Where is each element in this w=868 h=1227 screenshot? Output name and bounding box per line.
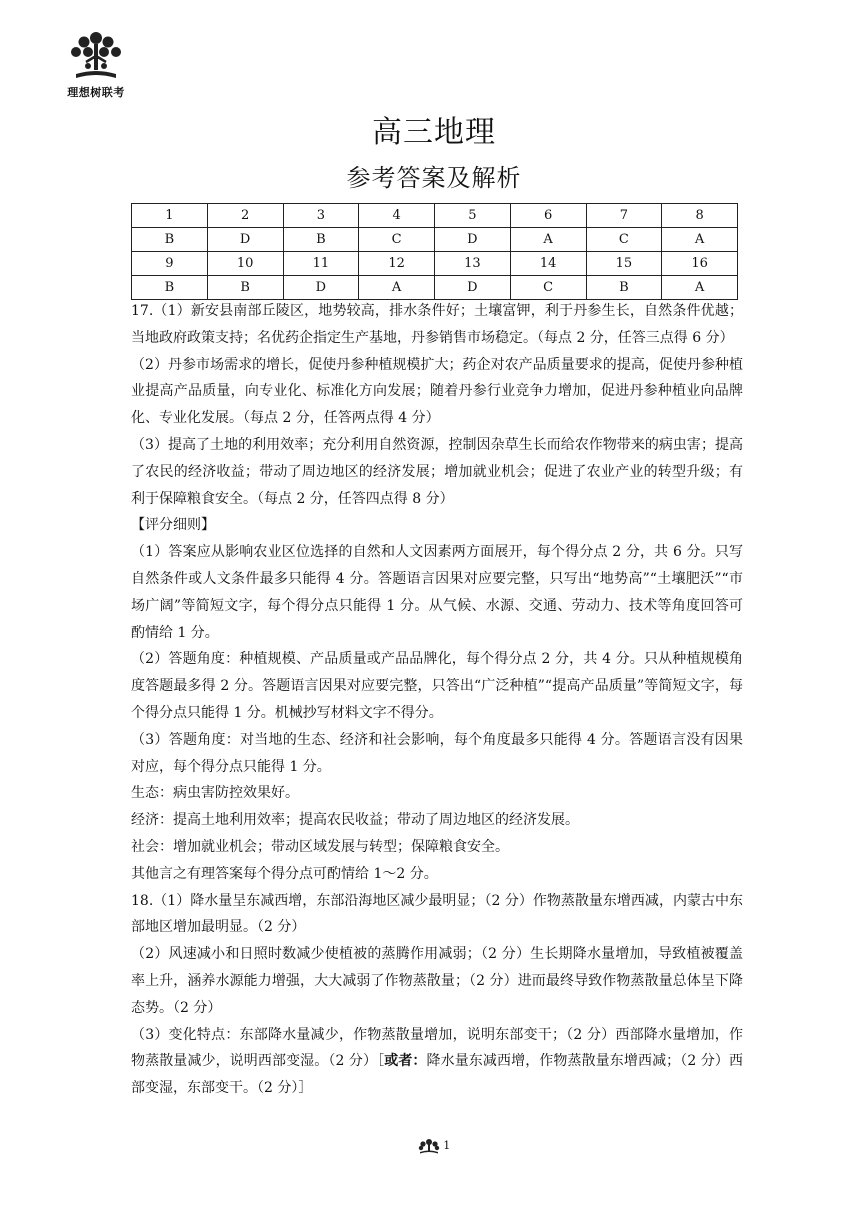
table-cell: A bbox=[510, 228, 586, 252]
q17-part2: （2）丹参市场需求的增长，促使丹参种植规模扩大；药企对农产品质量要求的提高，促使丹参种植业提高产品质量，向专业化、标准化方向发展；随着丹参行业竞争力增加，促进丹参种植业向品牌化、专业化发展。（每点 2 分，任答两点得 4 分） bbox=[131, 356, 743, 427]
table-cell: 7 bbox=[586, 204, 662, 228]
table-cell: B bbox=[207, 276, 283, 300]
table-cell: 11 bbox=[283, 252, 359, 276]
logo bbox=[56, 30, 136, 100]
table-cell: 13 bbox=[435, 252, 511, 276]
table-cell: C bbox=[510, 276, 586, 300]
table-cell: A bbox=[662, 276, 738, 300]
rubric-part3: （3）答题角度：对当地的生态、经济和社会影响，每个角度最多只能得 4 分。答题语言没有因果对应，每个得分点只能得 1 分。 bbox=[131, 731, 743, 775]
rubric-part1: （1）答案应从影响农业区位选择的自然和人文因素两方面展开，每个得分点 2 分，共 6 分。只写自然条件或人文条件最多只能得 4 分。答题语言因果对应要完整，只写出“地势高”“土壤肥沃”“市场广阔”等简短文字，每个得分点只能得 1 分。从气候、水源、交通、劳动力、技术等角度回答可酌情给 1 分。 bbox=[131, 544, 743, 641]
q18-part1: 18.（1）降水量呈东减西增，东部沿海地区减少最明显；（2 分）作物蒸散量东增西减，内蒙古中东部地区增加最明显。（2 分） bbox=[131, 892, 743, 936]
table-cell: D bbox=[435, 228, 511, 252]
q18-part2: （2）风速减小和日照时数减少使植被的蒸腾作用减弱；（2 分）生长期降水量增加，导致植被覆盖率上升，涵养水源能力增强，大大减弱了作物蒸散量；（2 分）进而最终导致作物蒸散量总体呈下降态势。（2 分） bbox=[131, 946, 743, 1016]
table-cell: D bbox=[435, 276, 511, 300]
table-cell: 3 bbox=[283, 204, 359, 228]
table-cell: 5 bbox=[435, 204, 511, 228]
rubric-part2: （2）答题角度：种植规模、产品质量或产品品牌化，每个得分点 2 分，共 4 分。只从种植规模角度答题最多得 2 分。答题语言因果对应要完整，只答出“广泛种植”“提高产品质量”等简短文字，每个得分点只能得 1 分。机械抄写材料文字不得分。 bbox=[131, 651, 743, 721]
table-cell: 1 bbox=[132, 204, 208, 228]
table-cell: 8 bbox=[662, 204, 738, 228]
table-row bbox=[132, 228, 738, 252]
table-cell: 6 bbox=[510, 204, 586, 228]
table-cell: 12 bbox=[359, 252, 435, 276]
q18-part3-alt-label: 或者： bbox=[384, 1053, 427, 1070]
table-cell: A bbox=[662, 228, 738, 252]
rubric-heading: 【评分细则】 bbox=[131, 517, 215, 534]
page-number: 1 bbox=[443, 1139, 451, 1152]
table-cell: B bbox=[132, 276, 208, 300]
table-cell: 2 bbox=[207, 204, 283, 228]
table-row bbox=[132, 204, 738, 228]
table-row bbox=[132, 276, 738, 300]
table-cell: B bbox=[586, 276, 662, 300]
page-title: 高三地理 bbox=[372, 115, 496, 150]
page-subtitle: 参考答案及解析 bbox=[346, 164, 522, 192]
rubric-society: 社会：增加就业机会；带动区域发展与转型；保障粮食安全。 bbox=[131, 838, 509, 855]
rubric-other: 其他言之有理答案每个得分点可酌情给 1～2 分。 bbox=[131, 865, 438, 882]
table-cell: C bbox=[586, 228, 662, 252]
rubric-ecology: 生态：病虫害防控效果好。 bbox=[131, 785, 299, 802]
table-cell: D bbox=[283, 276, 359, 300]
table-cell: 10 bbox=[207, 252, 283, 276]
table-cell: 4 bbox=[359, 204, 435, 228]
answer-table bbox=[131, 203, 738, 300]
tree-small-icon bbox=[418, 1138, 440, 1154]
answer-body bbox=[131, 298, 743, 1102]
logo-text: 理想树联考 bbox=[67, 86, 125, 99]
table-cell: A bbox=[359, 276, 435, 300]
q18-part3 bbox=[131, 1022, 743, 1102]
table-cell: 14 bbox=[510, 252, 586, 276]
table-cell: C bbox=[359, 228, 435, 252]
q18-part3-text-b: 降水量东减西增，作物蒸散量东增西减；（2 分）西部变湿，东部变干。（2 分）］ bbox=[131, 1053, 744, 1097]
q17-part1: 17.（1）新安县南部丘陵区，地势较高，排水条件好；土壤富钾，利于丹参生长，自然条件优越；当地政府政策支持；名优药企指定生产基地，丹参销售市场稳定。（每点 2 分，任答三点得 6 分） bbox=[131, 303, 743, 346]
table-cell: D bbox=[207, 228, 283, 252]
table-row bbox=[132, 252, 738, 276]
table-cell: 16 bbox=[662, 252, 738, 276]
rubric-economy: 经济：提高土地利用效率；提高农民收益；带动了周边地区的经济发展。 bbox=[131, 812, 579, 829]
table-cell: 15 bbox=[586, 252, 662, 276]
table-cell: B bbox=[283, 228, 359, 252]
table-cell: 9 bbox=[132, 252, 208, 276]
tree-logo-icon bbox=[68, 30, 124, 82]
table-cell: B bbox=[132, 228, 208, 252]
q17-part3: （3）提高了土地的利用效率；充分利用自然资源，控制因杂草生长而给农作物带来的病虫害；提高了农民的经济收益；带动了周边地区的经济发展；增加就业机会；促进了农业产业的转型升级；有利于保障粮食安全。（每点 2 分，任答四点得 8 分） bbox=[131, 436, 743, 507]
page-footer bbox=[0, 1138, 868, 1154]
q18-part3-text-a: （3）变化特点：东部降水量减少，作物蒸散量增加，说明东部变干；（2 分）西部降水量增加，作物蒸散量减少，说明西部变湿。（2 分）［ bbox=[131, 1026, 743, 1070]
